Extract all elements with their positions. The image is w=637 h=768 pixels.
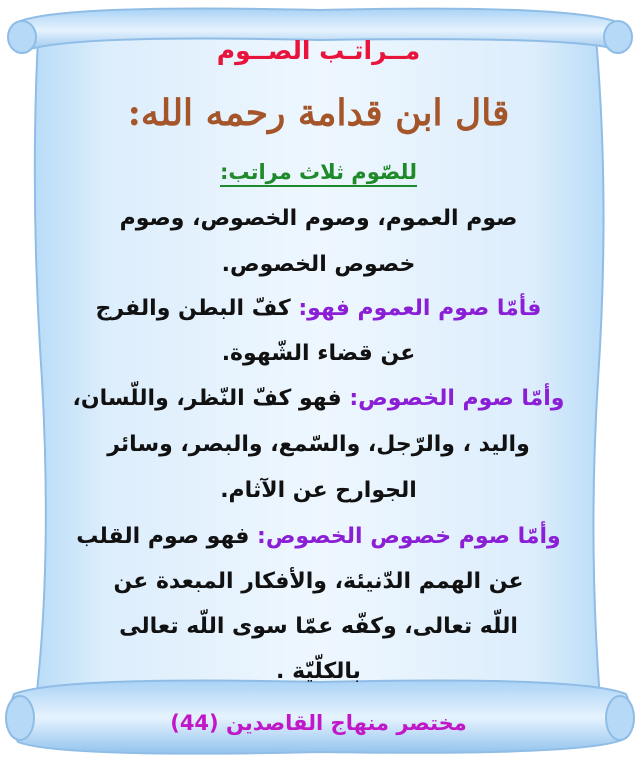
section3-line-1 [40, 524, 597, 549]
author-heading: قال ابن قدامة رحمه الله: [127, 92, 510, 134]
section2-line-3: الجوارح عن الآثام. [220, 478, 417, 503]
section1-label: فأمّا صوم العموم فهو: [298, 296, 542, 321]
intro-line-1: صوم العموم، وصوم الخصوص، وصوم [119, 206, 518, 231]
section1-text: كفّ البطن والفرج [95, 296, 299, 321]
section1-line-1 [40, 296, 597, 321]
scroll-content [40, 0, 597, 768]
section2-label: وأمّا صوم الخصوص: [349, 386, 565, 411]
source-citation: مختصر منهاج القاصدين (44) [170, 711, 467, 735]
section1-line-2: عن قضاء الشّهوة. [221, 341, 416, 366]
subheading-text: للصّوم ثلاث مراتب: [220, 160, 417, 187]
page-title: مــراتـب الصــوم [216, 36, 421, 65]
section3-line-4: بالكلّيّة . [276, 659, 361, 684]
section2-line-1 [40, 386, 597, 411]
section2-line-2: واليد ، والرّجل، والسّمع، والبصر، وسائر [107, 432, 530, 457]
section3-text: فهو صوم القلب [76, 524, 258, 549]
section3-label: وأمّا صوم خصوص الخصوص: [257, 524, 561, 549]
section2-text: فهو كفّ النّظر، واللّسان، [72, 386, 350, 411]
intro-line-2: خصوص الخصوص. [221, 252, 416, 277]
section3-line-3: اللّه تعالى، وكفّه عمّا سوى اللّه تعالى [119, 614, 518, 639]
subheading [40, 160, 597, 184]
section3-line-2: عن الهمم الدّنيئة، والأفكار المبعدة عن [113, 569, 524, 594]
